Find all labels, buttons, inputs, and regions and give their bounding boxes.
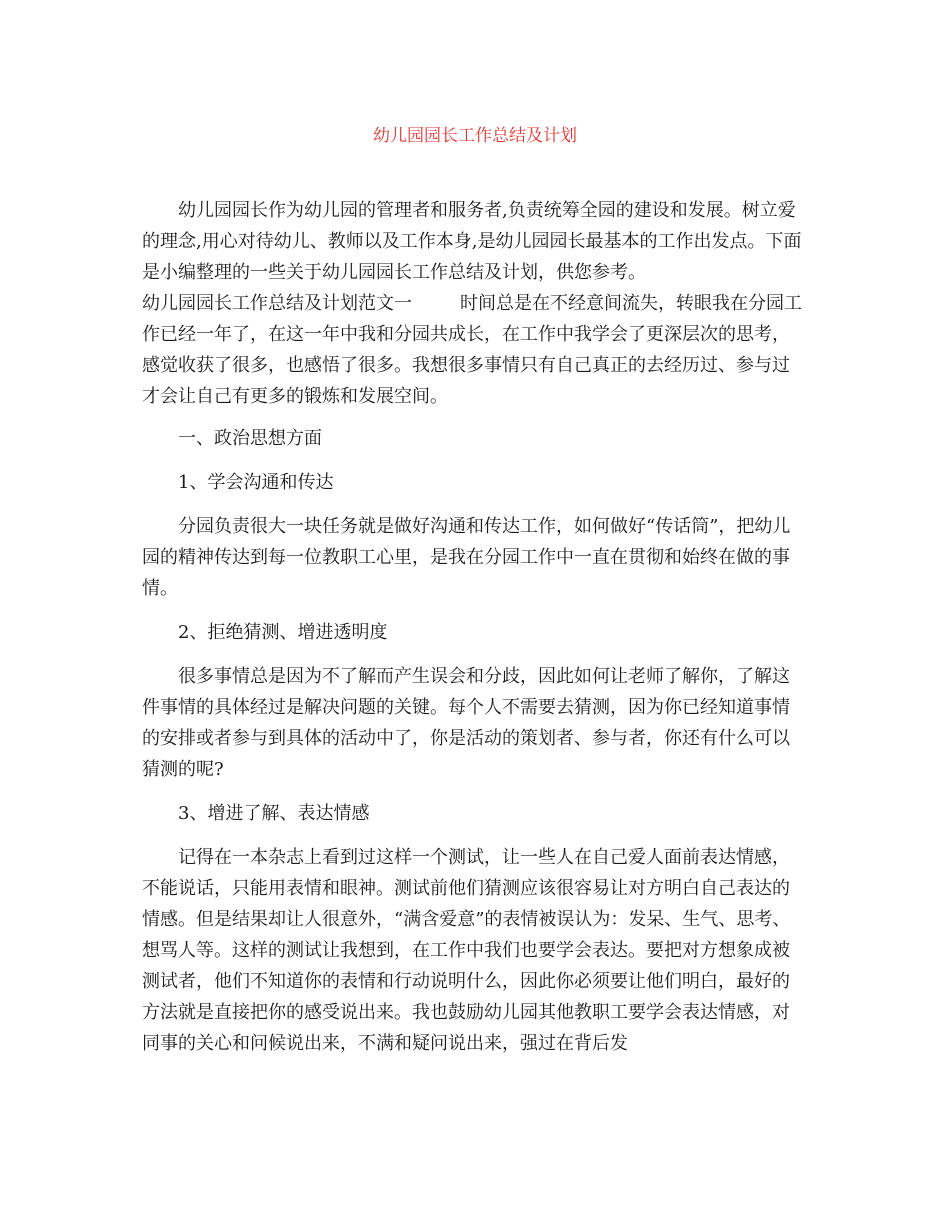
item-paragraph: 很多事情总是因为不了解而产生误会和分歧，因此如何让老师了解你，了解这件事情的具体经过是解决问题的关键。每个人不需要去猜测，因为你已经知道事情的安排或者参与到具体的活动中了，你是活动的策划者、参与者，你还有什么可以猜测的呢? <box>142 666 790 780</box>
document-title: 幼儿园园长工作总结及计划 <box>373 126 577 146</box>
item-heading: 2、拒绝猜测、增进透明度 <box>178 622 388 643</box>
sample-paragraph <box>142 288 802 412</box>
section-heading: 一、政治思想方面 <box>178 428 322 449</box>
item-paragraph: 记得在一本杂志上看到过这样一个测试，让一些人在自己爱人面前表达情感，不能说话，只能用表情和眼神。测试前他们猜测应该很容易让对方明白自己表达的情感。但是结果却让人很意外，“满含爱意”的表情被误认为：发呆、生气、思考、想骂人等。这样的测试让我想到，在工作中我们也要学会表达。要把对方想象成被测试者，他们不知道你的表情和行动说明什么，因此你必须要让他们明白，最好的方法就是直接把你的感受说出来。我也鼓励幼儿园其他教职工要学会表达情感，对同事的关心和问候说出来，不满和疑问说出来，强过在背后发 <box>142 847 791 1054</box>
sample-body: 时间总是在不经意间流失，转眼我在分园工作已经一年了，在这一年中我和分园共成长，在工作中我学会了更深层次的思考，感觉收获了很多，也感悟了很多。我想很多事情只有自己真正的去经历过、参与过才会让自己有更多的锻炼和发展空间。 <box>142 293 802 407</box>
item-paragraph: 分园负责很大一块任务就是做好沟通和传达工作，如何做好“传话筒”，把幼儿园的精神传达到每一位教职工心里，是我在分园工作中一直在贯彻和始终在做的事情。 <box>142 516 791 599</box>
document-body <box>142 195 802 1059</box>
item-heading: 3、增进了解、表达情感 <box>178 803 370 824</box>
item-heading: 1、学会沟通和传达 <box>178 472 334 493</box>
intro-paragraph: 幼儿园园长作为幼儿园的管理者和服务者,负责统筹全园的建设和发展。树立爱的理念,用心对待幼儿、教师以及工作本身,是幼儿园园长最基本的工作出发点。下面是小编整理的一些关于幼儿园园长工作总结及计划，供您参考。 <box>142 200 802 283</box>
sample-heading: 幼儿园园长工作总结及计划范文一 <box>142 293 412 314</box>
